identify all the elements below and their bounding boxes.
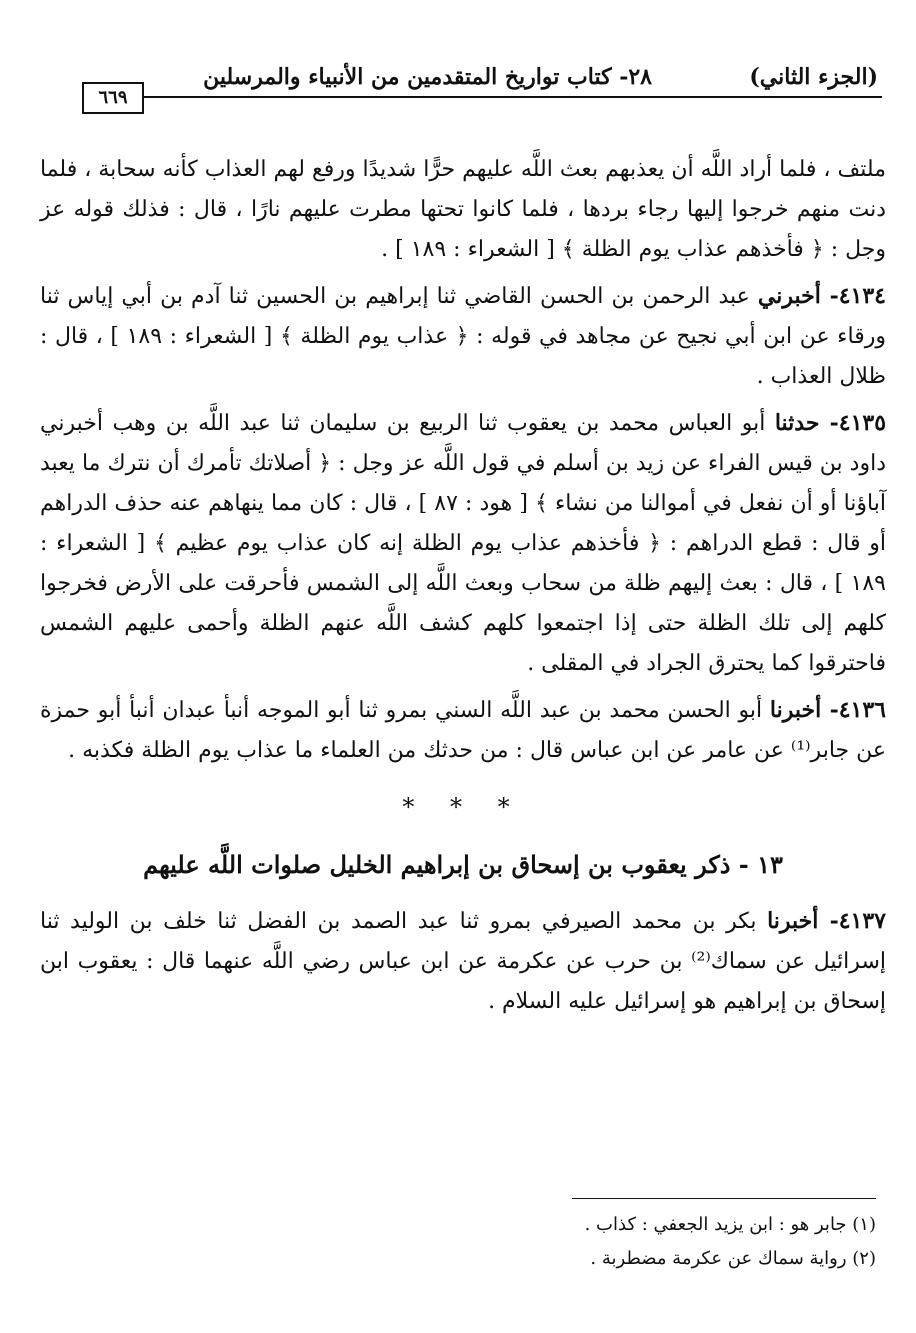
hadith-4134	[40, 276, 886, 397]
hadith-number: ٤١٣٤	[838, 283, 886, 309]
hadith-4135	[40, 403, 886, 684]
hadith-lead: - أخبرني	[757, 283, 839, 309]
hadith-lead: - حدثنا	[774, 410, 839, 436]
hadith-lead: - أخبرنا	[767, 908, 839, 934]
footnote-1: (١) جابر هو : ابن يزيد الجعفي : كذاب .	[584, 1214, 876, 1235]
paragraph-text: ملتف ، فلما أراد اللَّه أن يعذبهم بعث اللَّه عليهم حرًّا شديدًا ورفع لهم العذاب كأنه سحابة ، فلما دنت منهم خرجوا إليها رجاء بردها ، فلما كانوا تحتها مطرت عليهم نارًا ، قال : فذلك قوله عز وجل : ﴿ فأخذهم عذاب يوم الظلة ﴾ [ الشعراء : ١٨٩ ] .	[40, 157, 886, 262]
page-number: ٦٦٩	[82, 82, 144, 114]
hadith-number: ٤١٣٧	[838, 908, 886, 934]
hadith-number: ٤١٣٥	[838, 410, 887, 436]
footnote-2: (٢) رواية سماك عن عكرمة مضطربة .	[590, 1248, 876, 1269]
hadith-4137	[40, 901, 886, 1022]
footnote-rule	[572, 1198, 876, 1199]
chapter-heading: ١٣ - ذكر يعقوب بن إسحاق بن إبراهيم الخليل صلوات اللَّه عليهم	[143, 850, 783, 879]
hadith-text: عبد الرحمن بن الحسن القاضي ثنا إبراهيم بن الحسين ثنا آدم بن أبي إياس ثنا ورقاء عن ابن أبي نجيح عن مجاهد في قوله : ﴿ عذاب يوم الظلة ﴾ [ الشعراء : ١٨٩ ] ، قال : ظلال العذاب .	[40, 284, 886, 389]
hadith-lead: - أخبرنا	[769, 697, 839, 723]
hadith-number: ٤١٣٦	[838, 697, 886, 723]
chapter-running-title: ٢٨- كتاب تواريخ المتقدمين من الأنبياء والمرسلين	[203, 64, 652, 90]
paragraph-continuation	[40, 150, 886, 270]
hadith-text: أبو الحسن محمد بن عبد اللَّه السني بمرو ثنا أبو الموجه أنبأ عبدان أنبأ أبو حمزة عن جابر⁽¹⁾ عن عامر عن ابن عباس قال : من حدثك من العلماء ما عذاب يوم الظلة فكذبه .	[40, 698, 886, 763]
running-header	[82, 60, 882, 108]
hadith-text: أبو العباس محمد بن يعقوب ثنا الربيع بن سليمان ثنا عبد اللَّه بن وهب أخبرني داود بن قيس الفراء عن زيد بن أسلم في قول اللَّه عز وجل : ﴿ أصلاتك تأمرك أن نترك ما يعبد آباؤنا أو أن نفعل في أموالنا من نشاء ﴾ [ هود : ٨٧ ] ، قال : كان مما ينهاهم عنه حذف الدراهم أو قال : قطع الدراهم : ﴿ فأخذهم عذاب يوم الظلة إنه كان عذاب يوم عظيم ﴾ [ الشعراء : ١٨٩ ] ، قال : بعث إليهم ظلة من سحاب وبعث اللَّه إلى الشمس فأحرقت على الأرض فخرجوا كلهم إلى تلك الظلة حتى إذا اجتمعوا كلهم كشف اللَّه عنهم الظلة وأحمى عليهم الشمس فاحترقوا كما يحترق الجراد في المقلى .	[40, 411, 886, 676]
footnotes	[36, 1208, 876, 1276]
hadith-text: بكر بن محمد الصيرفي بمرو ثنا عبد الصمد بن الفضل ثنا خلف بن الوليد ثنا إسرائيل عن سماك⁽²⁾ بن حرب عن عكرمة عن ابن عباس رضي اللَّه عنهما قال : يعقوب ابن إسحاق بن إبراهيم هو إسرائيل عليه السلام .	[40, 909, 886, 1014]
hadith-4136	[40, 690, 886, 771]
volume-label: (الجزء الثاني)	[749, 64, 878, 90]
header-rule	[142, 96, 882, 98]
main-text	[40, 150, 886, 1028]
section-separator: * * *	[402, 793, 524, 821]
